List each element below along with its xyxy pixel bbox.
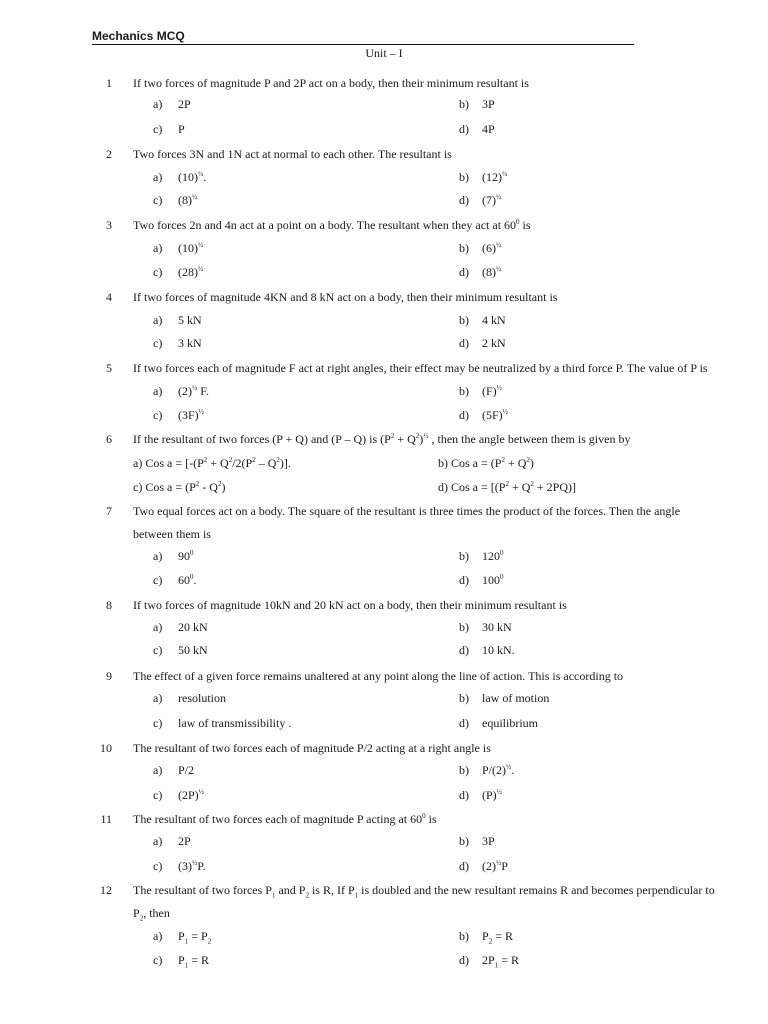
answer-option[interactable]: $90^0$ (178, 549, 194, 563)
question-stem: If two forces each of magnitude F act at right angles, their effect may be neutralized by a third force P. The value of P is (133, 361, 708, 375)
option-label: d) (459, 336, 469, 350)
option-label: a) (153, 313, 163, 327)
question-number: 3 (106, 218, 112, 232)
option-label: a) (153, 620, 163, 634)
option-label: a) (153, 549, 163, 563)
question-stem: between them is (133, 527, 211, 541)
option-label: c) (153, 573, 163, 587)
question-stem: The resultant of two forces $P_1$ and $P_2$ is R, If $P_1$ is doubled and the new resultant remains R and becomes perpendicular to (133, 883, 715, 900)
question-number: 12 (100, 883, 112, 897)
option-label: c) (153, 859, 163, 873)
question-stem: The resultant of two forces each of magnitude P acting at $60^0$ is (133, 812, 437, 826)
option-label: b) (459, 763, 469, 777)
option-label: a) (153, 97, 163, 111)
answer-option[interactable]: $2P_1 = R$ (482, 953, 519, 970)
answer-option[interactable]: d) Cos $a = [(P^2 + Q^2 + 2PQ)]$ (438, 480, 576, 494)
option-label: c) (153, 265, 163, 279)
question-stem: If the resultant of two forces (P + Q) and (P – Q) is $(P^2 + Q^2)^{\frac{1}{2}}$ , then the angle between them is given by (133, 432, 631, 446)
option-label: a) (153, 384, 163, 398)
option-label: d) (459, 265, 469, 279)
question-number: 9 (106, 669, 112, 683)
answer-option[interactable]: 30 kN (482, 620, 512, 634)
answer-option[interactable]: 3P (482, 97, 495, 111)
answer-option[interactable]: 3 kN (178, 336, 202, 350)
answer-option[interactable]: 4P (482, 122, 495, 136)
question-stem: If two forces of magnitude 4KN and 8 kN act on a body, then their minimum resultant is (133, 290, 558, 304)
option-label: b) (459, 384, 469, 398)
option-label: b) (459, 241, 469, 255)
answer-option[interactable]: b) Cos $a = (P^2 + Q^2)$ (438, 456, 534, 470)
answer-option[interactable]: 4 kN (482, 313, 506, 327)
answer-option[interactable]: $P_1 = R$ (178, 953, 209, 970)
answer-option[interactable]: $(2P)^{\frac{1}{2}}$ (178, 788, 204, 802)
option-label: b) (459, 620, 469, 634)
option-label: b) (459, 549, 469, 563)
answer-option[interactable]: 2P (178, 834, 191, 848)
answer-option[interactable]: $100^0$ (482, 573, 504, 587)
answer-option[interactable]: 5 kN (178, 313, 202, 327)
answer-option[interactable]: law of transmissibility . (178, 716, 292, 730)
question-number: 4 (106, 290, 112, 304)
option-label: d) (459, 643, 469, 657)
option-label: b) (459, 929, 469, 943)
answer-option[interactable]: $120^0$ (482, 549, 504, 563)
answer-option[interactable]: 20 kN (178, 620, 208, 634)
answer-option[interactable]: $(6)^{\frac{1}{2}}$ (482, 241, 502, 255)
question-number: 10 (100, 741, 112, 755)
answer-option[interactable]: $(F)^{\frac{1}{2}}$ (482, 384, 502, 398)
option-label: a) (153, 929, 163, 943)
answer-option[interactable]: 50 kN (178, 643, 208, 657)
answer-option[interactable]: $(3F)^{\frac{1}{2}}$ (178, 408, 204, 422)
answer-option[interactable]: P/2 (178, 763, 195, 777)
option-label: b) (459, 97, 469, 111)
question-number: 5 (106, 361, 112, 375)
question-number: 7 (106, 504, 112, 518)
answer-option[interactable]: $(10)^{\frac{1}{2}}$ (178, 241, 204, 255)
answer-option[interactable]: equilibrium (482, 716, 538, 730)
answer-option[interactable]: $(28)^{\frac{1}{2}}$ (178, 265, 204, 279)
answer-option[interactable]: $(3)^{\frac{1}{2}}P$. (178, 859, 206, 873)
option-label: d) (459, 193, 469, 207)
unit-heading: Unit – I (365, 46, 403, 60)
question-stem: Two forces 2n and 4n act at a point on a body. The resultant when they act at $60^0$ is (133, 218, 531, 232)
option-label: d) (459, 573, 469, 587)
question-number: 8 (106, 598, 112, 612)
option-label: a) (153, 763, 163, 777)
option-label: b) (459, 834, 469, 848)
question-number: 11 (100, 812, 112, 826)
question-stem: Two forces 3N and 1N act at normal to each other. The resultant is (133, 147, 452, 161)
option-label: c) (153, 788, 163, 802)
question-number: 6 (106, 432, 112, 446)
option-label: b) (459, 170, 469, 184)
answer-option[interactable]: 10 kN. (482, 643, 515, 657)
option-label: a) (153, 170, 163, 184)
question-stem: If two forces of magnitude 10kN and 20 kN act on a body, then their minimum resultant is (133, 598, 567, 612)
option-label: a) (153, 691, 163, 705)
option-label: a) (153, 241, 163, 255)
answer-option[interactable]: $P/(2)^{\frac{1}{2}}$. (482, 763, 515, 777)
option-label: b) (459, 691, 469, 705)
option-label: c) (153, 122, 163, 136)
question-stem: Two equal forces act on a body. The square of the resultant is three times the product of the forces. Then the angle (133, 504, 681, 518)
question-stem: $P_2$, then (133, 906, 170, 923)
answer-option[interactable]: 2 kN (482, 336, 506, 350)
answer-option[interactable]: 2P (178, 97, 191, 111)
option-label: a) (153, 834, 163, 848)
answer-option[interactable]: a) Cos $a = [-(P^2 + Q^2/2(P^2 - Q^2)]$. (133, 456, 291, 470)
answer-option[interactable]: $60^0$. (178, 573, 197, 587)
answer-option[interactable]: $(8)^{\frac{1}{2}}$ (482, 265, 502, 279)
option-label: d) (459, 859, 469, 873)
question-stem: The resultant of two forces each of magnitude P/2 acting at a right angle is (133, 741, 491, 755)
answer-option[interactable]: $(10)^{\frac{1}{2}}$. (178, 170, 207, 184)
answer-option[interactable]: P (178, 122, 185, 136)
option-label: c) (153, 408, 163, 422)
answer-option[interactable]: $(P)^{\frac{1}{2}}$ (482, 788, 502, 802)
option-label: d) (459, 788, 469, 802)
answer-option[interactable]: $(8)^{\frac{1}{2}}$ (178, 193, 198, 207)
answer-option[interactable]: c) Cos $a = (P^2 - Q^2)$ (133, 480, 226, 494)
answer-option[interactable]: $(2)^{\frac{1}{2}}P$ (482, 859, 508, 873)
document-title: Mechanics MCQ (92, 29, 185, 43)
question-stem: If two forces of magnitude P and 2P act on a body, then their minimum resultant is (133, 76, 529, 90)
option-label: c) (153, 643, 163, 657)
option-label: d) (459, 953, 469, 967)
question-number: 2 (106, 147, 112, 161)
answer-option[interactable]: resolution (178, 691, 226, 705)
question-number: 1 (106, 76, 112, 90)
option-label: c) (153, 716, 163, 730)
answer-option[interactable]: $P_1 = P_2$ (178, 929, 212, 946)
answer-option[interactable]: $(12)^{\frac{1}{2}}$ (482, 170, 508, 184)
option-label: c) (153, 336, 163, 350)
option-label: d) (459, 716, 469, 730)
option-label: c) (153, 953, 163, 967)
answer-option[interactable]: $(7)^{\frac{1}{2}}$ (482, 193, 502, 207)
answer-option[interactable]: $(5F)^{\frac{1}{2}}$ (482, 408, 508, 422)
answer-option[interactable]: law of motion (482, 691, 550, 705)
answer-option[interactable]: $P_2 = R$ (482, 929, 513, 946)
option-label: c) (153, 193, 163, 207)
answer-option[interactable]: 3P (482, 834, 495, 848)
question-stem: The effect of a given force remains unaltered at any point along the line of action. This is according to (133, 669, 624, 683)
option-label: b) (459, 313, 469, 327)
answer-option[interactable]: $(2)^{\frac{1}{2}}$ F. (178, 384, 209, 398)
option-label: d) (459, 122, 469, 136)
option-label: d) (459, 408, 469, 422)
